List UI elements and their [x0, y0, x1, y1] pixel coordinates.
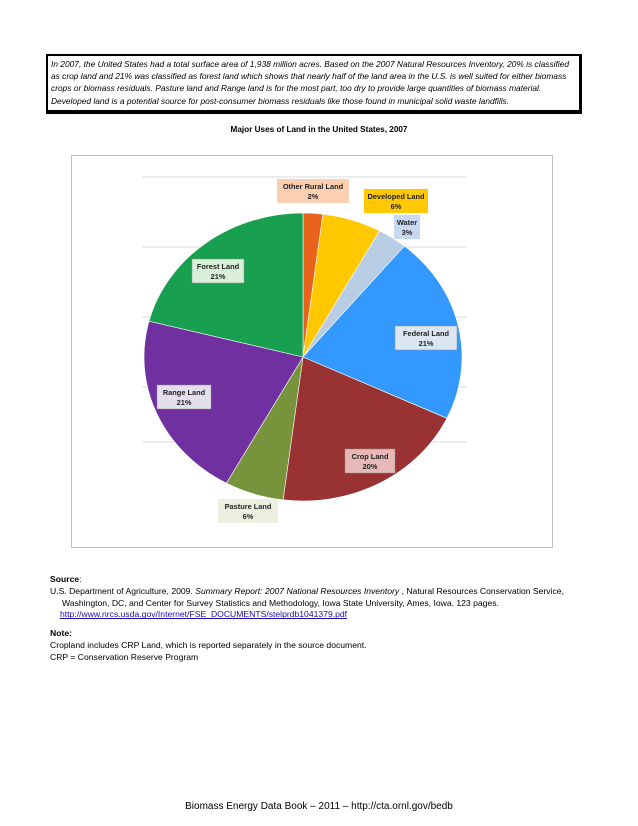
source-report-title: Summary Report: 2007 National Resources Inventory	[195, 585, 400, 596]
slice-label-range-land: Range Land	[162, 388, 206, 397]
slice-value-water: 3%	[401, 228, 413, 237]
slice-value-other-rural-land: 2%	[307, 192, 319, 201]
page-footer: Biomass Energy Data Book – 2011 – http://cta.ornl.gov/bedb	[185, 801, 453, 812]
slice-value-developed-land: 6%	[390, 202, 402, 211]
slice-value-range-land: 21%	[176, 398, 192, 407]
note-line2: CRP = Conservation Reserve Program	[50, 651, 199, 662]
source-colon: :	[79, 574, 82, 584]
source-line2: Washington, DC, and Center for Survey Statistics and Methodology, Iowa State University, Ames, Iowa. 123 pages.	[62, 597, 499, 608]
note-heading: Note:	[50, 628, 72, 638]
note-line1: Cropland includes CRP Land, which is reported separately in the source document.	[50, 639, 367, 650]
chart-frame	[71, 155, 553, 548]
slice-value-forest-land: 21%	[210, 272, 226, 281]
slice-label-water: Water	[396, 218, 418, 227]
source-line1-pre: U.S. Department of Agriculture, 2009.	[50, 585, 196, 596]
source-heading: Source	[50, 574, 80, 584]
slice-label-pasture-land: Pasture Land	[224, 502, 272, 511]
intro-text-box	[46, 54, 582, 114]
source-link[interactable]: http://www.nrcs.usda.gov/Internet/FSE_DOCUMENTS/stelprdb1041379.pdf	[60, 609, 348, 620]
slice-value-federal-land: 21%	[418, 339, 434, 348]
source-section	[50, 574, 610, 621]
source-line1-post: , Natural Resources Conservation Service,	[399, 585, 564, 596]
slice-value-pasture-land: 6%	[242, 512, 254, 521]
slice-label-other-rural-land: Other Rural Land	[282, 182, 344, 191]
slice-label-crop-land: Crop Land	[351, 452, 389, 461]
slice-label-federal-land: Federal Land	[403, 329, 449, 338]
slice-label-forest-land: Forest Land	[196, 262, 240, 271]
note-section	[50, 628, 610, 663]
slice-value-crop-land: 20%	[362, 462, 378, 471]
pie-chart	[72, 156, 552, 547]
intro-text: In 2007, the United States had a total surface area of 1,938 million acres. Based on the 2007 Natural Resources Inventory, 20% is classified as crop land and 21% was classified as forest land which shows that nearly half of the land area in the U.S. is well suited for either biomass crops or biomass residuals. Pasture land and Range land is for the most part, too dry to provide large quantities of biomass material. Developed land is a potential source for post-consumer biomass residuals like those found in municipal solid waste landfills.	[51, 59, 569, 106]
slice-label-developed-land: Developed Land	[367, 192, 425, 201]
chart-title: Major Uses of Land in the United States, 2007	[230, 125, 408, 134]
